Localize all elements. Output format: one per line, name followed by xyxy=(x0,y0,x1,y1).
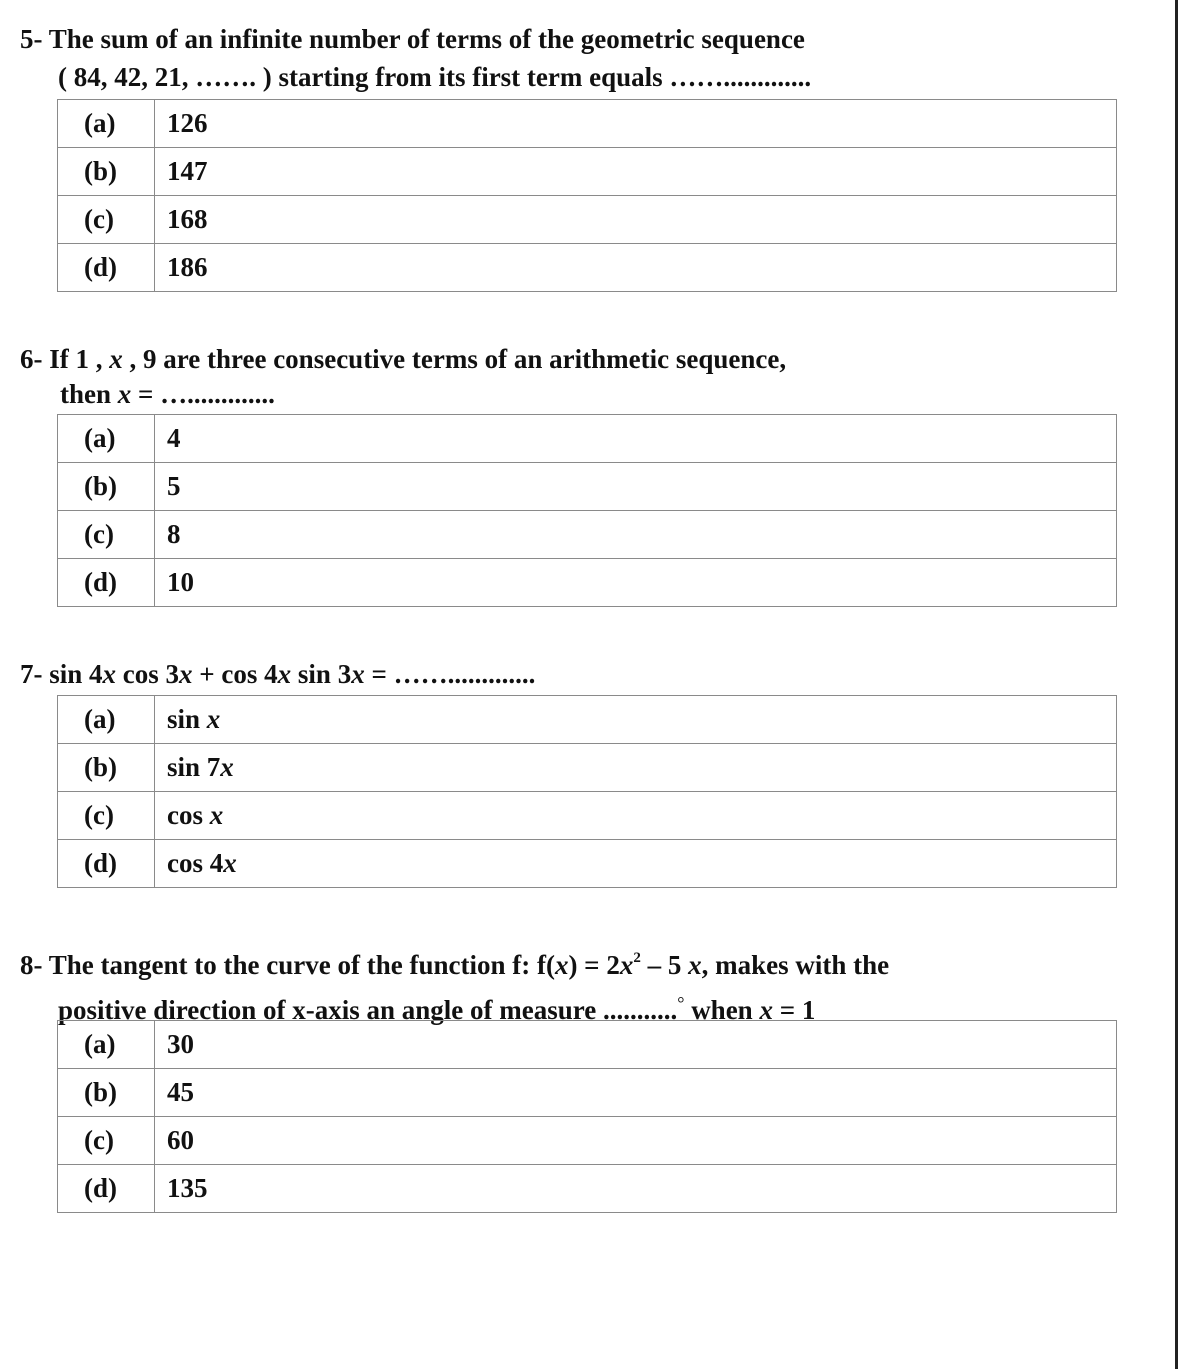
option-letter: (c) xyxy=(58,1117,155,1165)
question-6-options xyxy=(57,414,1117,607)
question-5 xyxy=(20,20,811,96)
option-row[interactable] xyxy=(58,196,1117,244)
option-text: sin 7 xyxy=(167,752,221,782)
option-letter: (b) xyxy=(58,463,155,511)
option-row[interactable] xyxy=(58,696,1117,744)
option-value: 30 xyxy=(155,1021,1117,1069)
option-row[interactable] xyxy=(58,463,1117,511)
math-variable: x xyxy=(220,752,234,782)
expr-part: = ……............. xyxy=(364,659,536,689)
option-letter: (d) xyxy=(58,1165,155,1213)
option-value: 4 xyxy=(155,415,1117,463)
question-8-text-part: , makes with the xyxy=(701,950,890,980)
option-letter: (a) xyxy=(58,100,155,148)
question-7-number: 7- xyxy=(20,659,43,689)
option-row[interactable] xyxy=(58,415,1117,463)
option-value: 168 xyxy=(155,196,1117,244)
option-value: 147 xyxy=(155,148,1117,196)
question-8-number: 8- xyxy=(20,950,43,980)
exponent: 2 xyxy=(633,950,641,966)
math-variable: x xyxy=(209,800,224,830)
question-8-text-part: = 1 xyxy=(772,995,816,1025)
question-6-text-part: If 1 , xyxy=(49,344,110,374)
option-value xyxy=(155,840,1117,888)
question-6-text-part: then xyxy=(60,379,118,409)
option-row[interactable] xyxy=(58,244,1117,292)
question-8-text-part: when xyxy=(684,995,760,1025)
question-6-text-part: , 9 are three consecutive terms of an arithmetic sequence, xyxy=(122,344,787,374)
math-variable: x xyxy=(102,659,117,689)
option-row[interactable] xyxy=(58,1021,1117,1069)
option-value: 186 xyxy=(155,244,1117,292)
question-6-number: 6- xyxy=(20,344,43,374)
expr-part: sin 3 xyxy=(291,659,352,689)
degree-symbol: ° xyxy=(677,993,685,1013)
math-variable: x xyxy=(206,704,221,734)
math-variable: x xyxy=(117,379,132,409)
option-value: 45 xyxy=(155,1069,1117,1117)
option-value xyxy=(155,744,1117,792)
question-8-text-part: – 5 xyxy=(640,950,689,980)
math-variable: x xyxy=(554,950,569,980)
option-row[interactable] xyxy=(58,148,1117,196)
question-5-line2: ( 84, 42, 21, ……. ) starting from its first term equals ……............. xyxy=(58,62,812,92)
option-value: 60 xyxy=(155,1117,1117,1165)
option-letter: (b) xyxy=(58,744,155,792)
option-row[interactable] xyxy=(58,1117,1117,1165)
option-letter: (d) xyxy=(58,244,155,292)
option-row[interactable] xyxy=(58,744,1117,792)
option-text: sin xyxy=(167,704,207,734)
question-5-line1 xyxy=(20,20,811,58)
math-variable: x xyxy=(351,659,365,689)
option-letter: (a) xyxy=(58,696,155,744)
expr-part: cos 3 xyxy=(116,659,180,689)
option-letter: (a) xyxy=(58,415,155,463)
option-value xyxy=(155,696,1117,744)
option-letter: (d) xyxy=(58,559,155,607)
option-text: cos 4 xyxy=(167,848,224,878)
question-8-text-part: The tangent to the curve of the function f: f( xyxy=(48,950,555,980)
option-letter: (d) xyxy=(58,840,155,888)
question-7-line1 xyxy=(20,655,535,693)
option-value xyxy=(155,792,1117,840)
math-variable: x xyxy=(619,950,634,980)
option-row[interactable] xyxy=(58,792,1117,840)
option-row[interactable] xyxy=(58,511,1117,559)
question-6-text-part: = …............. xyxy=(131,379,275,409)
question-5-options xyxy=(57,99,1117,292)
option-row[interactable] xyxy=(58,100,1117,148)
math-variable: x xyxy=(277,659,292,689)
question-8-text-part: ) = 2 xyxy=(568,950,620,980)
math-variable: x xyxy=(179,659,193,689)
math-variable: x xyxy=(223,848,237,878)
option-letter: (c) xyxy=(58,511,155,559)
question-5-text: The sum of an infinite number of terms of the geometric sequence xyxy=(48,24,805,54)
question-7-options xyxy=(57,695,1117,888)
math-variable: x xyxy=(759,995,773,1025)
question-8-options xyxy=(57,1020,1117,1213)
question-8 xyxy=(20,939,889,1029)
option-letter: (a) xyxy=(58,1021,155,1069)
question-7 xyxy=(20,655,535,693)
option-value: 10 xyxy=(155,559,1117,607)
question-8-text-part: positive direction of x-axis an angle of measure ........... xyxy=(58,995,678,1025)
question-6-line1 xyxy=(20,340,786,378)
expr-part: sin 4 xyxy=(42,659,103,689)
option-row[interactable] xyxy=(58,840,1117,888)
math-variable: x xyxy=(688,950,702,980)
option-value: 8 xyxy=(155,511,1117,559)
option-letter: (c) xyxy=(58,792,155,840)
option-text: cos xyxy=(167,800,210,830)
option-row[interactable] xyxy=(58,1069,1117,1117)
option-letter: (c) xyxy=(58,196,155,244)
option-row[interactable] xyxy=(58,559,1117,607)
expr-part: + cos 4 xyxy=(192,659,278,689)
question-6 xyxy=(20,340,786,410)
question-8-line1 xyxy=(20,939,889,984)
question-6-line2 xyxy=(20,378,786,410)
option-row[interactable] xyxy=(58,1165,1117,1213)
option-value: 135 xyxy=(155,1165,1117,1213)
question-5-number: 5- xyxy=(20,24,43,54)
option-letter: (b) xyxy=(58,1069,155,1117)
option-value: 126 xyxy=(155,100,1117,148)
option-letter: (b) xyxy=(58,148,155,196)
math-variable: x xyxy=(109,344,123,374)
option-value: 5 xyxy=(155,463,1117,511)
